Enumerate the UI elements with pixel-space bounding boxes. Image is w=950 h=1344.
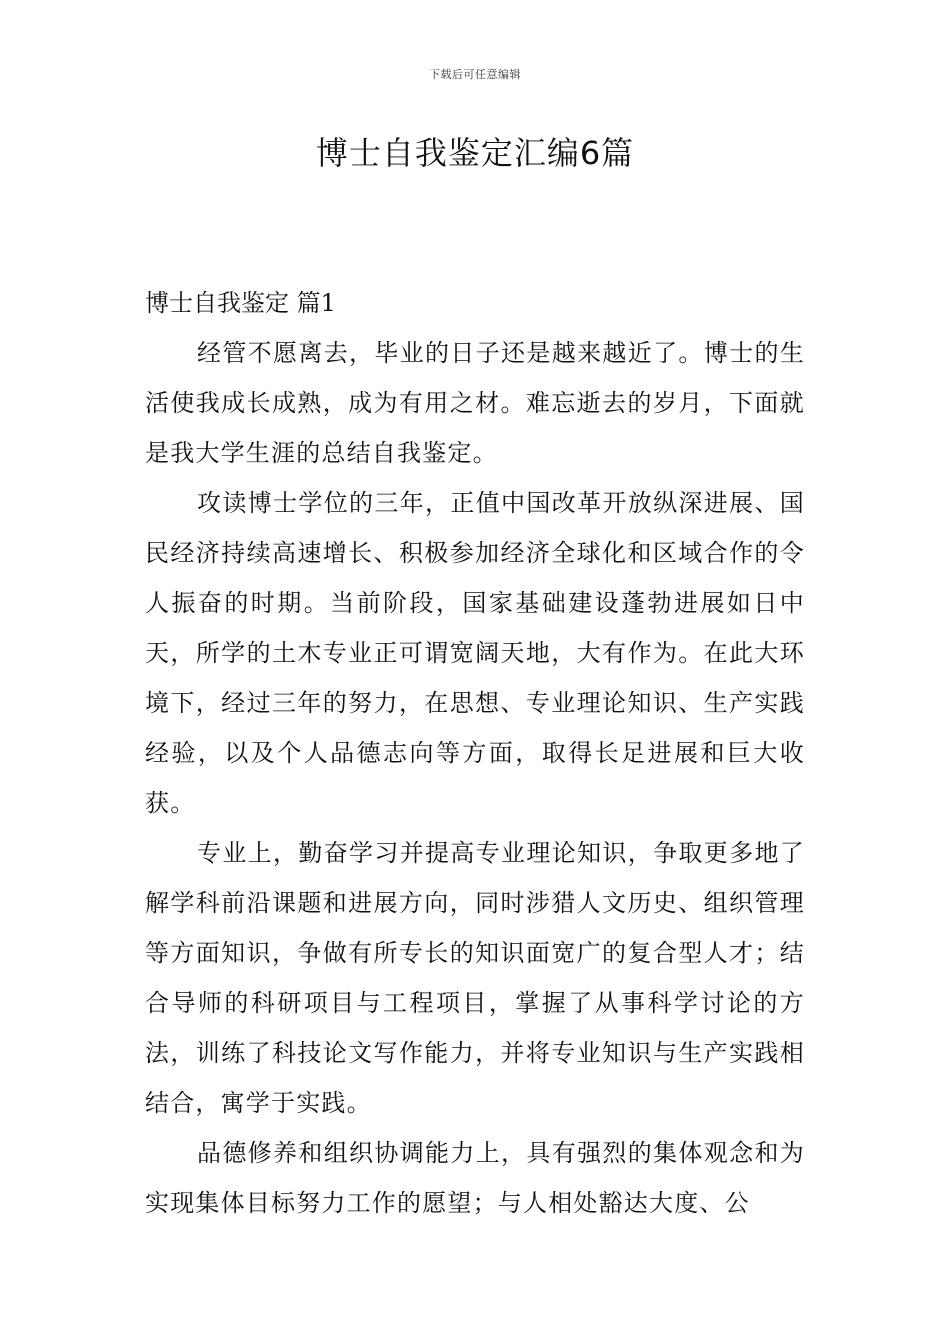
document-body [145,278,805,1228]
paragraph: 经管不愿离去，毕业的日子还是越来越近了。博士的生活使我成长成熟，成为有用之材。难忘逝去的岁月，下面就是我大学生涯的总结自我鉴定。 [145,339,805,467]
document-title: 博士自我鉴定汇编6篇 [315,134,635,172]
header-note: 下载后可任意编辑 [429,68,521,81]
paragraph: 专业上，勤奋学习并提高专业理论知识，争取更多地了解学科前沿课题和进展方向，同时涉猎人文历史、组织管理等方面知识，争做有所专长的知识面宽广的复合型人才；结合导师的科研项目与工程项目，掌握了从事科学讨论的方法，训练了科技论文写作能力，并将专业知识与生产实践相结合，寓学于实践。 [145,839,805,1117]
section-heading: 博士自我鉴定 篇1 [145,289,336,317]
paragraph: 品德修养和组织协调能力上，具有强烈的集体观念和为实现集体目标努力工作的愿望；与人相处豁达大度、公 [145,1139,805,1217]
paragraph: 攻读博士学位的三年，正值中国改革开放纵深进展、国民经济持续高速增长、积极参加经济全球化和区域合作的令人振奋的时期。当前阶段，国家基础建设蓬勃进展如日中天，所学的土木专业正可谓宽阔天地，大有作为。在此大环境下，经过三年的努力，在思想、专业理论知识、生产实践经验，以及个人品德志向等方面，取得长足进展和巨大收获。 [145,489,805,817]
